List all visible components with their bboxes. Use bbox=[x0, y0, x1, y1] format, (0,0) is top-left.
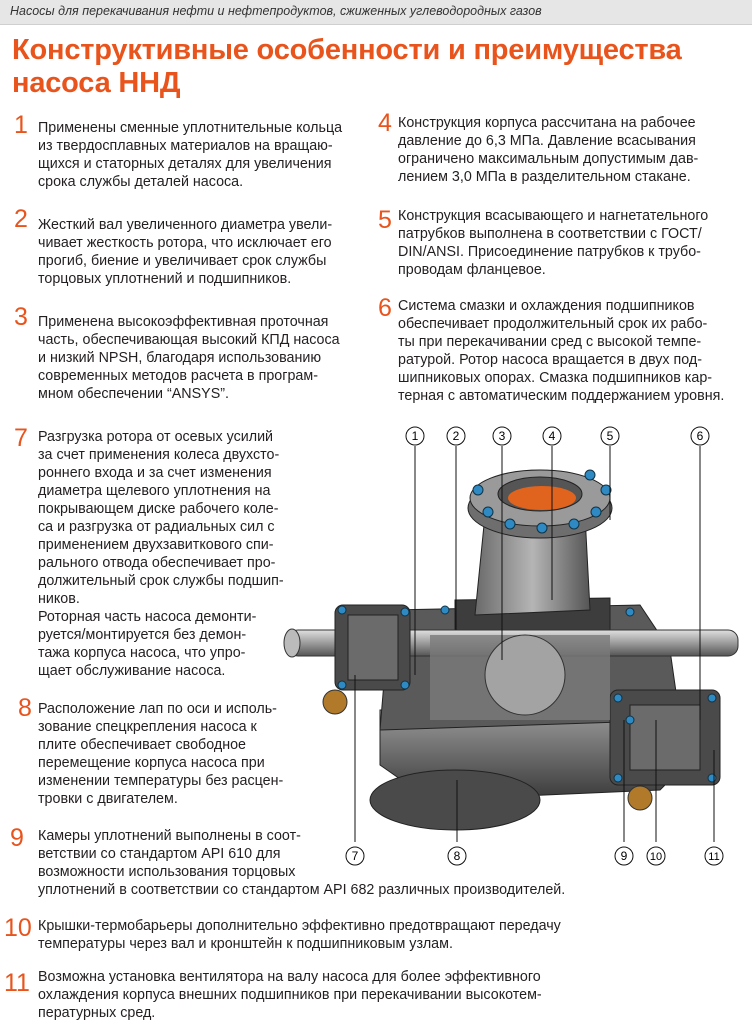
svg-text:5: 5 bbox=[606, 429, 614, 443]
svg-text:11: 11 bbox=[708, 851, 720, 863]
callout-2 bbox=[447, 427, 465, 445]
item-1-text: Применены сменные уплотнительные кольца из твердосплавных материалов на вращаю- щихся и статорных деталях для увеличения срока службы деталей насоса. bbox=[38, 120, 343, 190]
svg-text:9: 9 bbox=[620, 849, 628, 863]
callout-5 bbox=[601, 427, 619, 445]
callout-7 bbox=[346, 847, 364, 865]
item-10-text: Крышки-термобарьеры дополнительно эффективно предотвращают передачу температуры через вал и кронштейн к подшипниковым узлам. bbox=[38, 918, 561, 952]
pump-body bbox=[284, 470, 738, 830]
title-line-2: насоса ННД bbox=[12, 67, 181, 99]
item-4-number: 4 bbox=[378, 109, 392, 137]
svg-text:6: 6 bbox=[696, 429, 704, 443]
item-8-text: Расположение лап по оси и исполь- зование спецкрепления насоса к плите обеспечивает свободное перемещение корпуса насоса при изменении температуры без расцен- тровки с двигателем. bbox=[38, 701, 284, 807]
item-9-number: 9 bbox=[10, 824, 24, 852]
item-3-number: 3 bbox=[14, 303, 28, 331]
item-7-text: Разгрузка ротора от осевых усилий за счет применения колеса двухсто- роннего входа и за счет изменения диаметра щелевого уплотнения на покрывающем диске рабочего коле- са и разгрузка от радиальных сил с применением двухзавиткового спи- рального отвода обеспечивает про- должительный срок службы подшип- ников. Роторная часть насоса демонти- руется/монтируется без демон- тажа корпуса насоса, что упро- щает обслуживание насоса. bbox=[38, 429, 284, 679]
callout-1 bbox=[406, 427, 424, 445]
item-2-number: 2 bbox=[14, 205, 28, 233]
svg-text:1: 1 bbox=[411, 429, 419, 443]
callout-11 bbox=[705, 847, 723, 865]
callout-6 bbox=[691, 427, 709, 445]
page-header bbox=[0, 0, 752, 25]
svg-text:7: 7 bbox=[351, 849, 359, 863]
callout-8 bbox=[448, 847, 466, 865]
callout-4 bbox=[543, 427, 561, 445]
item-2-text: Жесткий вал увеличенного диаметра увели- чивает жесткость ротора, что исключает его прогиб, биение и увеличивает срок службы торцовых уплотнений и подшипников. bbox=[38, 217, 333, 287]
item-8-number: 8 bbox=[18, 694, 32, 722]
svg-text:2: 2 bbox=[452, 429, 460, 443]
item-11-text: Возможна установка вентилятора на валу насоса для более эффективного охлаждения корпуса внешних подшипников при перекачивании высокотем- пературных сред. bbox=[38, 969, 542, 1021]
svg-text:3: 3 bbox=[498, 429, 506, 443]
svg-text:8: 8 bbox=[453, 849, 461, 863]
callout-3 bbox=[493, 427, 511, 445]
item-6-number: 6 bbox=[378, 294, 392, 322]
callout-10 bbox=[647, 847, 665, 865]
item-7-number: 7 bbox=[14, 424, 28, 452]
page-title bbox=[12, 34, 732, 100]
header-text: Насосы для перекачивания нефти и нефтепродуктов, сжиженных углеводородных газов bbox=[10, 4, 542, 18]
item-4-text: Конструкция корпуса рассчитана на рабочее давление до 6,3 МПа. Давление всасывания ограничено максимальным допустимым дав- лением 3,0 МПа в разделительном стакане. bbox=[398, 115, 699, 185]
callout-9 bbox=[615, 847, 633, 865]
svg-text:4: 4 bbox=[548, 429, 556, 443]
item-9-text: Камеры уплотнений выполнены в соот- ветствии со стандартом API 610 для возможности использования торцовых уплотнений в соответствии со стандартом API 682 различных производителей. bbox=[38, 828, 566, 898]
item-5-number: 5 bbox=[378, 206, 392, 234]
item-5-text: Конструкция всасывающего и нагнетательного патрубков выполнена в соответствии с ГОСТ/ DIN/ANSI. Присоединение патрубков к трубо- проводам фланцевое. bbox=[398, 208, 709, 278]
item-6-text: Система смазки и охлаждения подшипников обеспечивает продолжительный срок их рабо- ты при перекачивании сред с высокой темпе- ратурой. Ротор насоса вращается в двух под- шипниковых опорах. Смазка подшипников кар- терная с автоматическим поддержанием уровня. bbox=[398, 298, 725, 404]
item-1-number: 1 bbox=[14, 111, 28, 139]
title-line-1: Конструктивные особенности и преимущества bbox=[12, 34, 682, 66]
pump-illustration bbox=[280, 420, 742, 870]
item-3-text: Применена высокоэффективная проточная часть, обеспечивающая высокий КПД насоса и низкий NPSH, благодаря использованию современных методов расчета в програм- мном обеспечении “ANSYS”. bbox=[38, 314, 340, 402]
svg-text:10: 10 bbox=[649, 851, 663, 863]
item-11-number: 11 bbox=[4, 969, 30, 997]
item-10-number: 10 bbox=[4, 914, 32, 942]
